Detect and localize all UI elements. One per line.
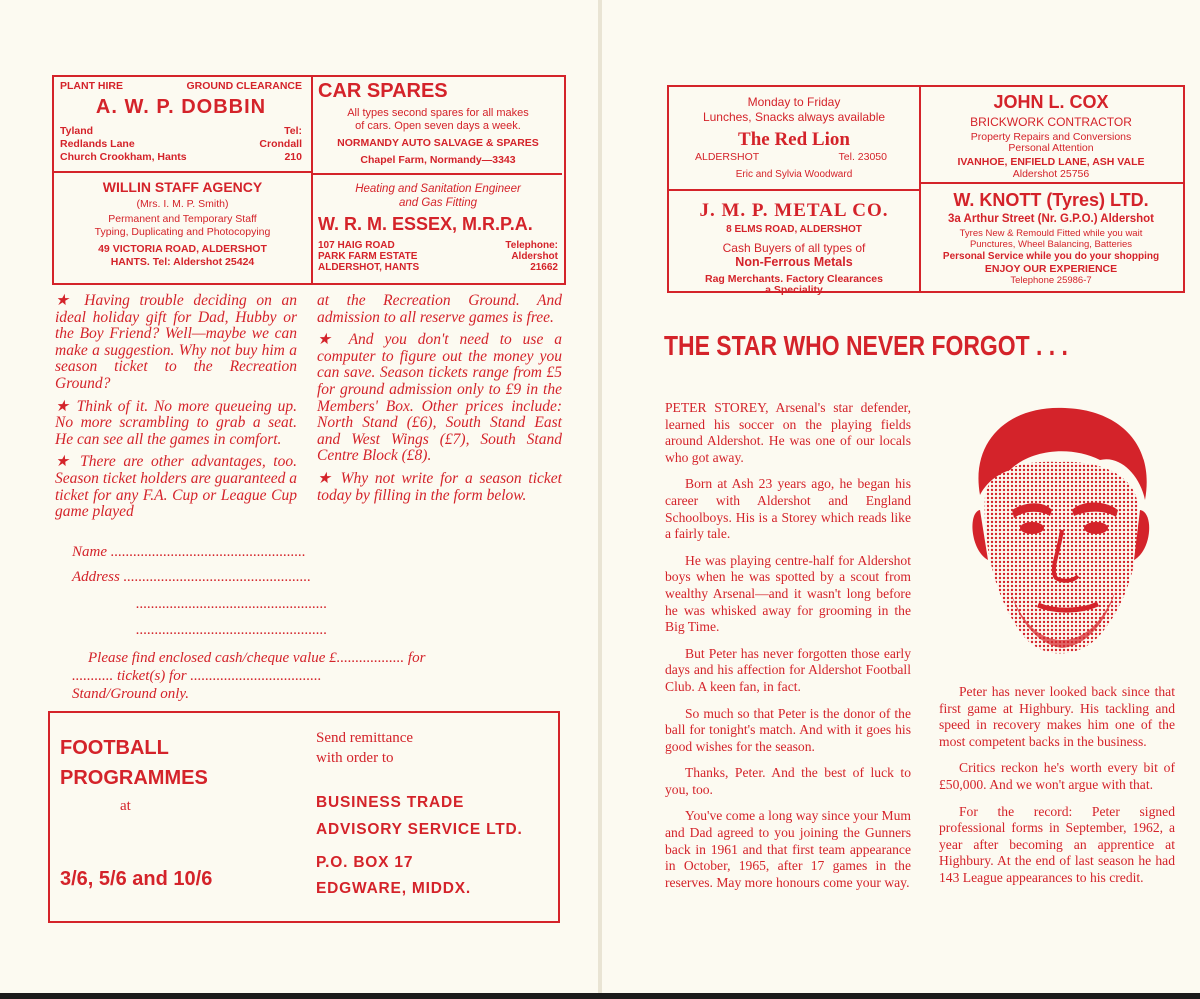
car-spares-line4: Chapel Farm, Normandy—3343	[360, 154, 516, 166]
right-page	[602, 0, 1200, 999]
car-spares-ad	[318, 80, 558, 167]
willin-line1: Permanent and Temporary Staff	[108, 213, 257, 225]
cox-ad	[924, 92, 1178, 180]
article-paragraph: For the record: Peter signed professional forms in September, 1962, a year after becoming an apprentice at Highbury. At the end of last season he had 143 League appearances to his credit.	[939, 803, 1175, 885]
knott-name: W. KNOTT (Tyres) LTD.	[953, 190, 1149, 210]
programmes-ad-left	[60, 733, 280, 793]
essex-ad	[318, 182, 558, 273]
jmp-line1: Cash Buyers of all types of	[722, 241, 866, 255]
article-headline-text: THE STAR WHO NEVER FORGOT . . .	[664, 330, 1068, 361]
cox-line2: Property Repairs and Conversions	[970, 131, 1132, 143]
article-col2	[939, 684, 1175, 897]
programmes-send1: Send remittance	[316, 730, 414, 746]
red-lion-line2: Lunches, Snacks always available	[702, 110, 886, 124]
car-spares-line3: NORMANDY AUTO SALVAGE & SPARES	[337, 137, 539, 149]
jmp-addr: 8 ELMS ROAD, ALDERSHOT	[726, 224, 862, 235]
essex-tel3: 21662	[530, 262, 558, 273]
essex-tel2: Aldershot	[511, 251, 558, 262]
dobbin-tag-right: GROUND CLEARANCE	[186, 80, 302, 92]
essex-line1: Heating and Sanitation Engineer	[355, 183, 521, 195]
season-ticket-col1	[55, 293, 297, 527]
article-paragraph: Critics reckon he's worth every bit of £50,000. And we won't argue with that.	[939, 760, 1175, 792]
season-ticket-para: at the Recreation Ground. And admission to all reserve games is free.	[317, 292, 562, 326]
red-lion-name: The Red Lion	[738, 129, 850, 150]
dobbin-addr3: Church Crookham, Hants	[60, 151, 187, 163]
knott-line5: Telephone 25986-7	[1010, 275, 1092, 286]
car-spares-line1: All types second spares for all makes	[347, 107, 529, 119]
form-address-line[interactable]: ...................................................	[136, 596, 328, 612]
programmes-po: P.O. BOX 17	[316, 854, 414, 871]
car-spares-name: CAR SPARES	[318, 80, 448, 102]
carspares-separator	[313, 173, 562, 175]
cox-line4: IVANHOE, ENFIELD LANE, ASH VALE	[957, 156, 1145, 168]
season-ticket-col2	[317, 293, 562, 510]
article-headline	[664, 330, 1184, 362]
right-ads-divider	[919, 87, 921, 291]
form-tickets-line[interactable]: ........... ticket(s) for ...................................	[72, 668, 322, 684]
form-enclosed-line[interactable]: Please find enclosed cash/cheque value £.................. for	[88, 650, 426, 666]
red-lion-tel: Tel. 23050	[838, 151, 887, 163]
red-lion-owners: Eric and Sylvia Woodward	[735, 169, 853, 180]
article-paragraph: Peter has never looked back since that first game at Highbury. His tackling and speed in recovery makes him one of the most competent backs in the business.	[939, 684, 1175, 749]
dobbin-addr2: Redlands Lane	[60, 138, 135, 150]
willin-line2: Typing, Duplicating and Photocopying	[94, 226, 271, 238]
jmp-ad	[672, 200, 916, 296]
programmes-town: EDGWARE, MIDDX.	[316, 880, 471, 897]
red-lion-ad	[677, 95, 911, 180]
season-ticket-para: ★ Having trouble deciding on an ideal holiday gift for Dad, Hubby or the Boy Friend? Well—maybe we can make a suggestion. Why not buy him a season ticket to the Recreation Ground?	[55, 292, 297, 392]
jmp-line4: a Speciality	[765, 284, 823, 296]
essex-addr2: PARK FARM ESTATE	[318, 251, 418, 262]
article-col1	[665, 400, 911, 901]
red-lion-town: ALDERSHOT	[695, 151, 760, 163]
willin-ad	[56, 179, 309, 269]
article-paragraph: Thanks, Peter. And the best of luck to you, too.	[665, 765, 911, 797]
essex-line2: and Gas Fitting	[399, 197, 477, 209]
programmes-send2: with order to	[316, 750, 394, 766]
willin-addr1: 49 VICTORIA ROAD, ALDERSHOT	[98, 243, 267, 255]
essex-name: W. R. M. ESSEX, M.R.P.A.	[318, 214, 533, 234]
dobbin-name: A. W. P. DOBBIN	[95, 96, 267, 118]
jmp-line3: Rag Merchants. Factory Clearances	[705, 273, 883, 285]
form-name-line[interactable]: Name ....................................................	[72, 544, 306, 560]
season-ticket-para: ★ There are other advantages, too. Season ticket holders are guaranteed a ticket for any F.A. Cup or League Cup game played	[55, 453, 297, 521]
season-ticket-para: ★ And you don't need to use a computer to figure out the money you can save. Season tickets range from £5 for ground admission only to £9 in the Members' Box. Other prices include: North Stand (£6), South Stand East and West Wings (£7), South Stand Centre Block (£8).	[317, 331, 562, 465]
jmp-name: J. M. P. METAL CO.	[699, 200, 889, 221]
portrait-illustration	[950, 400, 1170, 668]
article-paragraph: So much so that Peter is the donor of the ball for tonight's match. And with it goes his good wishes for the season.	[665, 705, 911, 754]
essex-addr1: 107 HAIG ROAD	[318, 240, 395, 251]
dobbin-tel1: Tel:	[284, 125, 302, 137]
programmes-send	[316, 728, 413, 768]
season-ticket-para: ★ Think of it. No more queueing up. No more scrambling to grab a seat. He can see all the games in comfort.	[55, 397, 297, 448]
cox-line3: Personal Attention	[1008, 142, 1094, 154]
knott-ad	[924, 190, 1178, 286]
left-page	[0, 0, 598, 999]
left-ads-divider	[311, 77, 313, 283]
programmes-co1: BUSINESS TRADE	[316, 794, 465, 811]
knott-addr: 3a Arthur Street (Nr. G.P.O.) Aldershot	[948, 213, 1154, 225]
dobbin-tel2: Crondall	[259, 138, 302, 150]
dobbin-tel3: 210	[284, 151, 302, 163]
article-paragraph: You've come a long way since your Mum and Dad agreed to you joining the Gunners back in 1961 and that first team appearance in October, 1965, after 17 games in the reserves. May more honours come your way.	[665, 808, 911, 890]
knott-line2: Punctures, Wheel Balancing, Batteries	[969, 239, 1133, 250]
programmes-company	[316, 789, 523, 843]
dobbin-addr1: Tyland	[60, 125, 94, 137]
knott-line4: ENJOY OUR EXPERIENCE	[984, 263, 1118, 275]
form-address-line[interactable]: ...................................................	[136, 622, 328, 638]
form-address-line[interactable]: Address ..................................................	[72, 569, 312, 585]
article-paragraph: But Peter has never forgotten those early days and his affection for Aldershot Football Club. A keen fan, in fact.	[665, 645, 911, 694]
programmes-co2: ADVISORY SERVICE LTD.	[316, 821, 523, 838]
dobbin-separator	[54, 171, 311, 173]
programmes-prices: 3/6, 5/6 and 10/6	[60, 868, 213, 890]
willin-owner: (Mrs. I. M. P. Smith)	[136, 198, 229, 210]
programmes-address	[316, 850, 471, 902]
redlion-separator	[669, 189, 919, 191]
dobbin-ad	[60, 80, 302, 164]
red-lion-line1: Monday to Friday	[747, 95, 841, 109]
programmes-line1: FOOTBALL	[60, 737, 169, 759]
scan-bottom-edge	[0, 993, 1200, 999]
peter-storey-photo	[950, 400, 1170, 668]
cox-separator	[921, 182, 1183, 184]
season-ticket-para: ★ Why not write for a season ticket today by filling in the form below.	[317, 469, 562, 504]
programmes-at: at	[120, 798, 131, 814]
form-stand-line: Stand/Ground only.	[72, 686, 189, 702]
knott-line3: Personal Service while you do your shopping	[942, 251, 1160, 262]
article-paragraph: He was playing centre-half for Aldershot boys when he was spotted by a scout from wealthy Arsenal—and it wasn't long before he was whisked away for grooming in the Big Time.	[665, 552, 911, 635]
cox-name: JOHN L. COX	[993, 92, 1109, 112]
article-paragraph: Born at Ash 23 years ago, he began his career with Aldershot and England Schoolboys. His is a Storey which reads like a fairly tale.	[665, 476, 911, 542]
cox-line5: Aldershot 25756	[1012, 168, 1090, 180]
willin-name: WILLIN STAFF AGENCY	[102, 179, 263, 195]
dobbin-tag-left: PLANT HIRE	[60, 80, 123, 92]
knott-line1: Tyres New & Remould Fitted while you wait	[959, 228, 1143, 239]
cox-line1: BRICKWORK CONTRACTOR	[970, 115, 1132, 129]
article-paragraph: PETER STOREY, Arsenal's star defender, learned his soccer on the playing fields around Aldershot. He was one of our locals who got away.	[665, 400, 911, 465]
essex-tel1: Telephone:	[505, 240, 558, 251]
essex-addr3: ALDERSHOT, HANTS	[318, 262, 420, 273]
willin-addr2: HANTS. Tel: Aldershot 25424	[110, 256, 255, 268]
car-spares-line2: of cars. Open seven days a week.	[355, 120, 521, 132]
jmp-line2: Non-Ferrous Metals	[735, 255, 853, 269]
programmes-line2: PROGRAMMES	[60, 767, 208, 789]
